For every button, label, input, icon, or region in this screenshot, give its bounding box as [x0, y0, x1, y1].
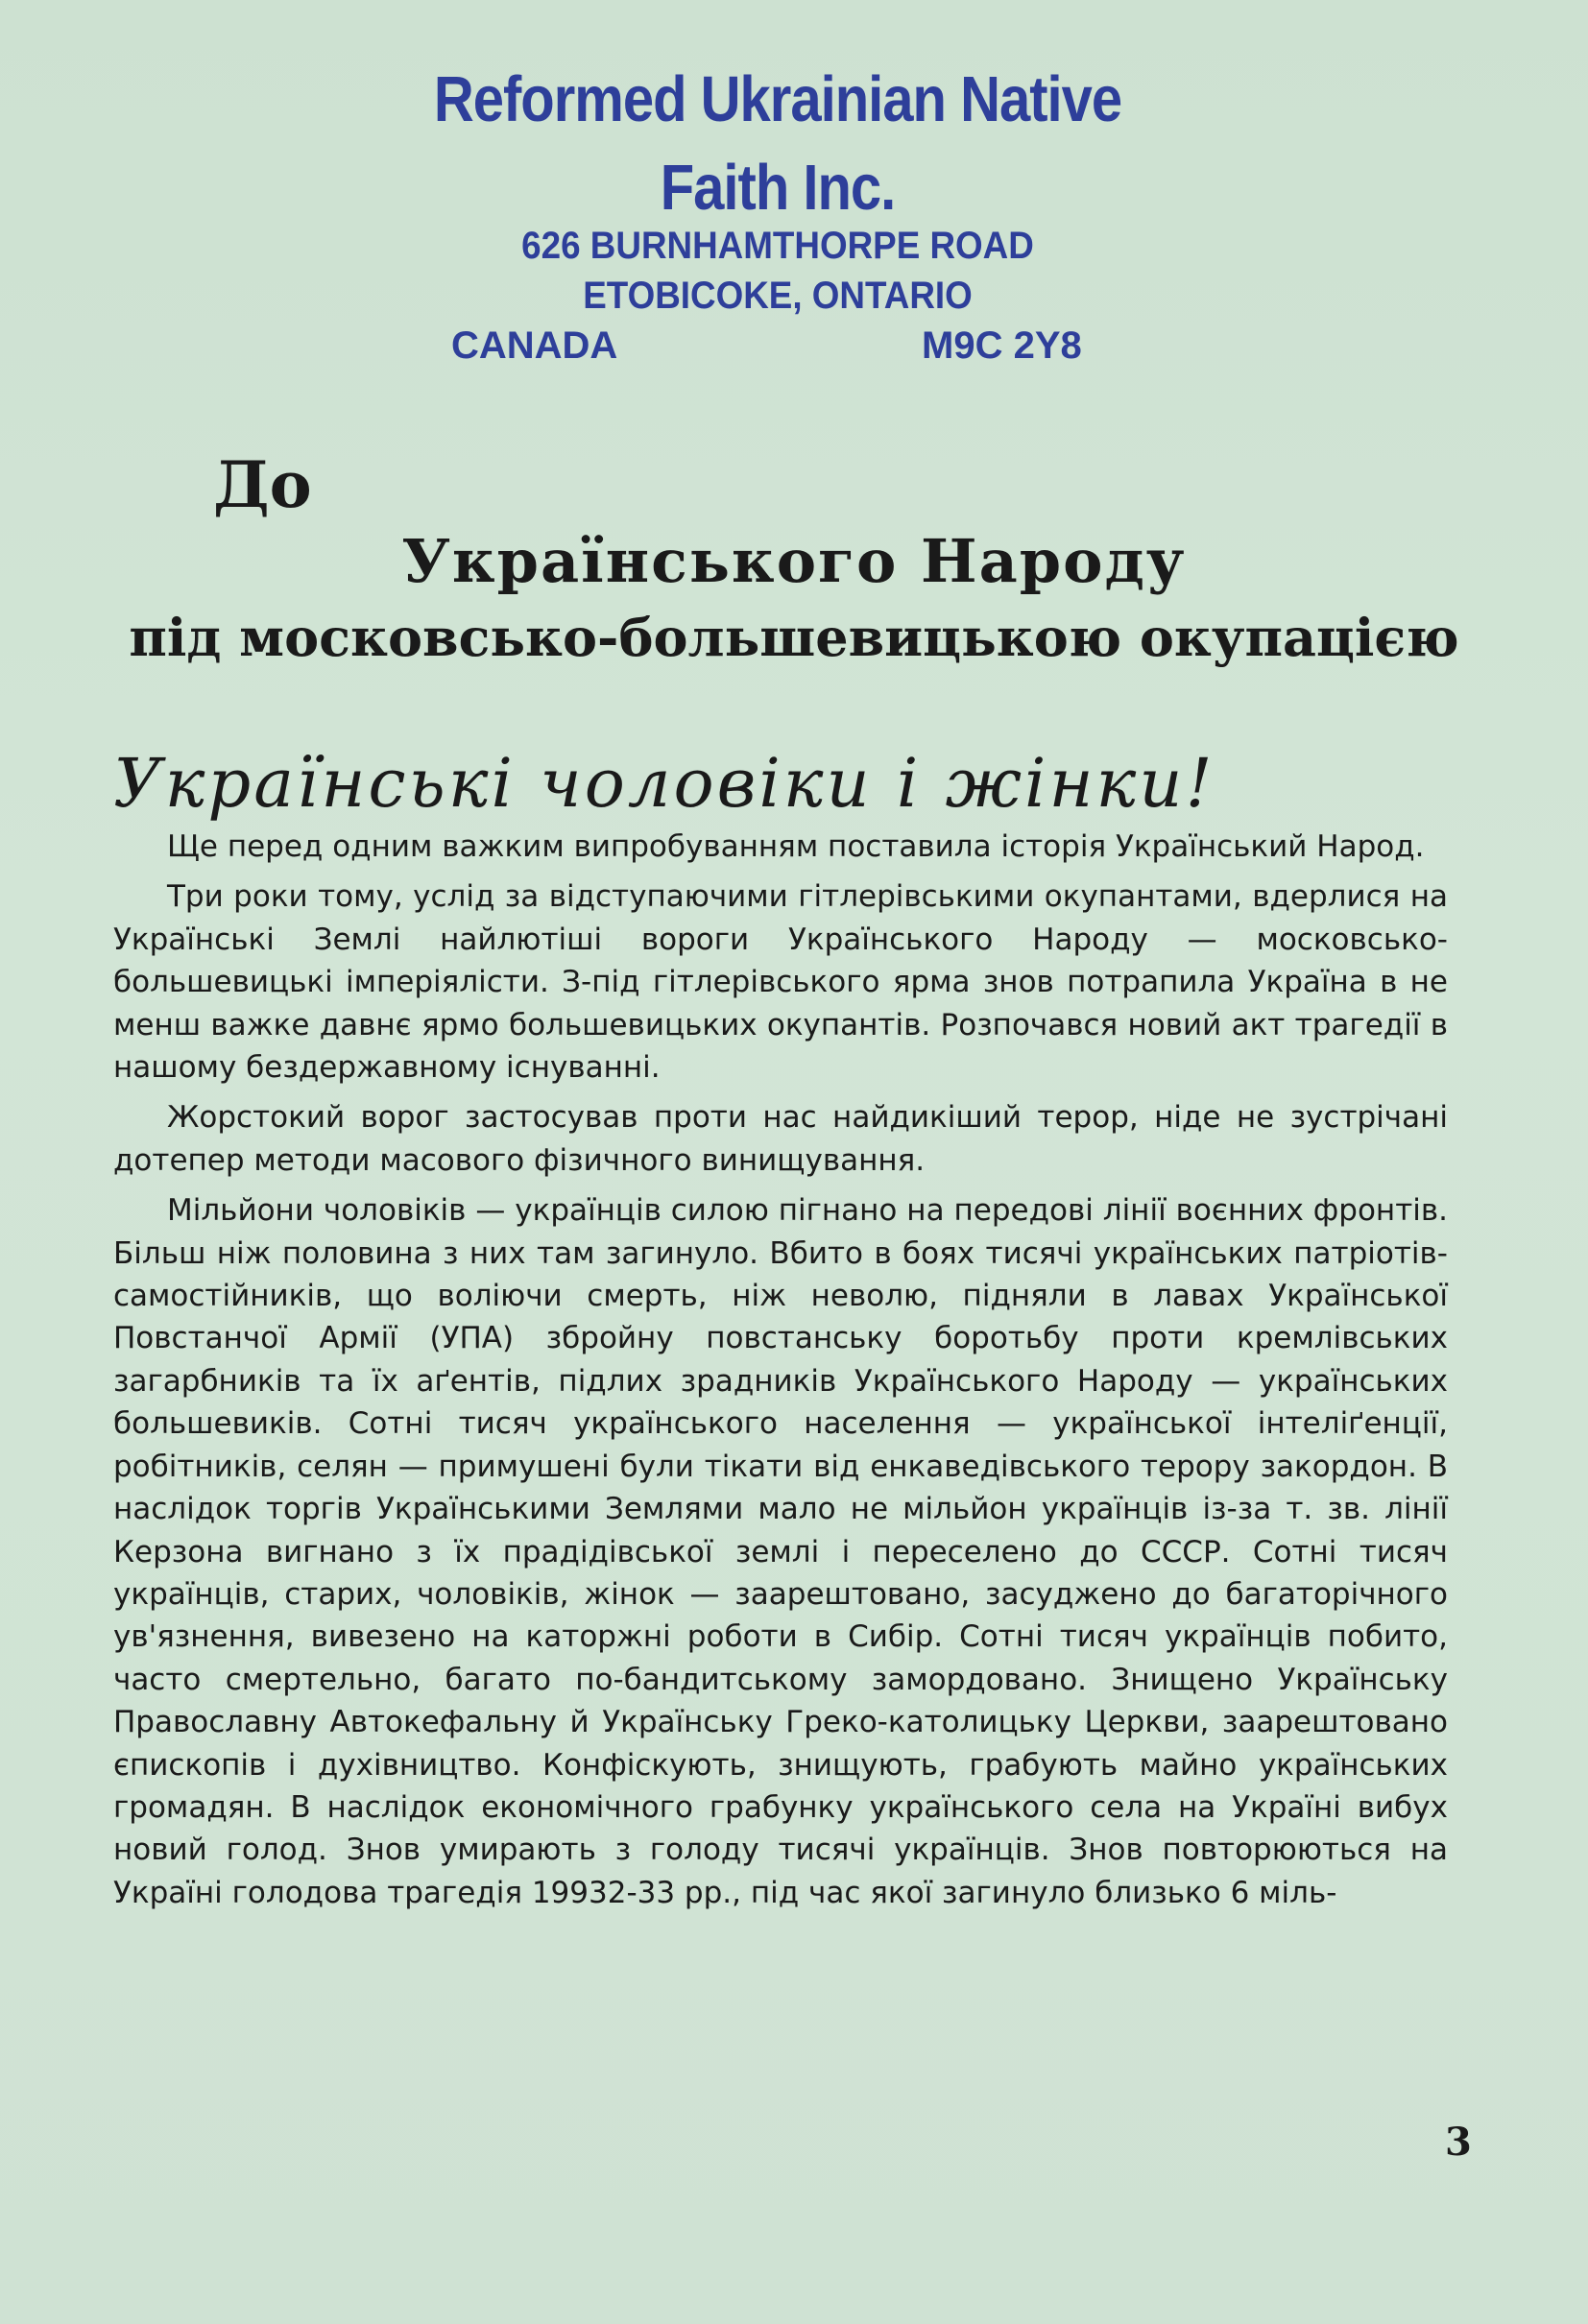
page-number: 3 — [1445, 2120, 1472, 2165]
paragraph-2: Три роки тому, услід за відступаючими гітлерівськими окупантами, вдерлися на Українські Землі найлютіші вороги Українського Народу — московсько-большевицькі імперіялісти. З-під гітлерівського ярма знов потрапила Україна в не менш важке давнє ярмо большевицьких окупантів. Розпочався новий акт трагедії в нашому бездержавному існуванні. — [113, 879, 1448, 1086]
stamp-city: ETOBICOKE, ONTARIO — [583, 275, 973, 317]
paragraph-3: Жорстокий ворог застосував проти нас найдикіший терор, ніде не зустрічані дотепер методи масового фізичного винищування. — [113, 1100, 1448, 1178]
heading-nation: Українського Народу — [401, 526, 1187, 596]
body-text — [113, 826, 1448, 1922]
stamp-street: 626 BURNHAMTHORPE ROAD — [521, 225, 1034, 267]
stamp-postal-code: M9C 2Y8 — [922, 324, 1082, 367]
stamp-organization: Reformed Ukrainian Native Faith Inc. — [433, 63, 1122, 224]
paragraph-4: Мільйони чоловіків — українців силою пігнано на передові лінії воєнних фронтів. Більш ніж половина з них там загинуло. Вбито в боях тисячі українських патріотів-самостійників, що воліючи смерть, ніж неволю, підняли в лавах Української Повстанчої Армії (УПА) збройну повстанську боротьбу проти кремлівських загарбників та їх аґентів, підлих зрадників Українського Народу — українських большевиків. Сотні тисяч українського населення — української інтеліґенції, робітників, селян — примушені були тікати від енкаведівського терору закордон. В наслідок торгів Українськими Землями мало не мільйон українців із-за т. зв. лінії Керзона вигнано з їх прадідівської землі і переселено до СССР. Сотні тисяч українців, старих, чоловіків, жінок — заарештовано, засуджено до багаторічного ув'язнення, вивезено на каторжні роботи в Сибір. Сотні тисяч українців побито, часто смертельно, багато по-бандитському замордовано. Знищено Українську Православну Автокефальну й Українську Греко-католицьку Церкви, заарештовано єпископів і духівництво. Конфіскують, знищують, грабують майно українських громадян. В наслідок економічного грабунку українського села на Україні вибух новий голод. Знов умирають з голоду тисячі українців. Знов повторюються на Україні голодова трагедія 19932-33 рр., під час якої загинуло близько 6 міль- — [113, 1193, 1448, 1910]
heading-under: під московсько-большевицькою окупацією — [129, 607, 1459, 668]
address-stamp — [384, 63, 1171, 371]
stamp-country: CANADA — [451, 324, 618, 367]
heading-to: До — [213, 447, 312, 522]
stamp-country-row — [384, 321, 1171, 371]
salutation: Українські чоловіки і жінки! — [113, 744, 1215, 823]
paragraph-1: Ще перед одним важким випробуванням поставила історія Український Народ. — [167, 829, 1425, 864]
